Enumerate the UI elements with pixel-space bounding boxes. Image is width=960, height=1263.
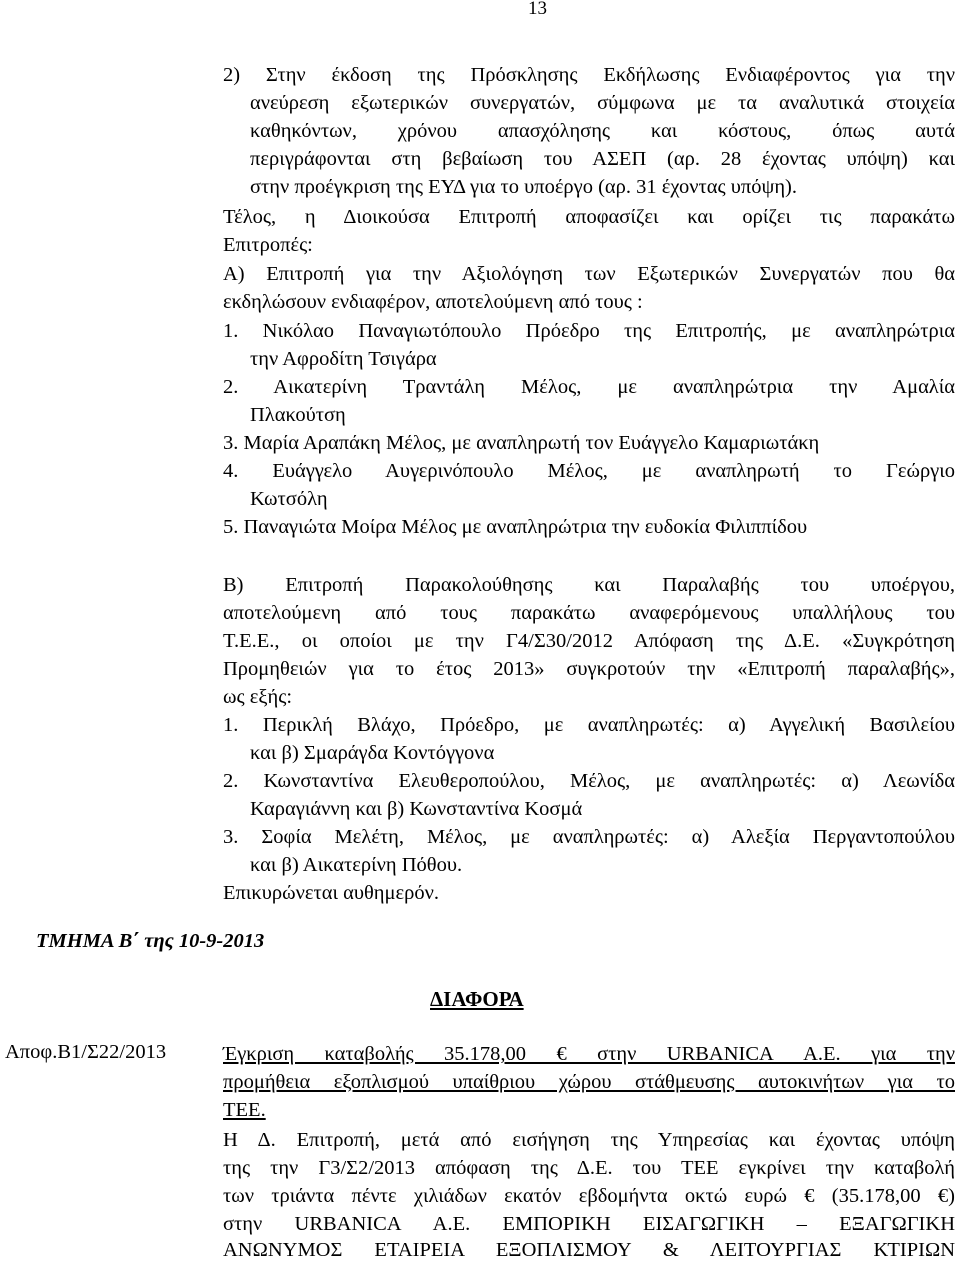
section-heading: ΤΜΗΜΑ Β΄ της 10-9-2013 bbox=[36, 930, 265, 952]
committee-b-heading: αποτελούμενη από τους παρακάτω αναφερόμενους υπαλλήλους του bbox=[223, 602, 955, 624]
paragraph-line: 2) Στην έκδοση της Πρόσκλησης Εκδήλωσης Ενδιαφέροντος για την bbox=[223, 64, 955, 86]
decision-body-line: ΑΝΩΝΥΜΟΣ ΕΤΑΙΡΕΙΑ ΕΞΟΠΛΙΣΜΟΥ & ΛΕΙΤΟΥΡΓΙΑΣ ΚΤΙΡΙΩΝ bbox=[223, 1239, 955, 1261]
committee-b-heading: Προμηθειών για το έτος 2013» συγκροτούν την «Επιτροπή παραλαβής», bbox=[223, 658, 955, 680]
decision-body-line: της την Γ3/Σ2/2013 απόφαση της Δ.Ε. του ΤΕΕ εγκρίνει την καταβολή bbox=[223, 1157, 955, 1179]
list-item: Πλακούτση bbox=[250, 404, 346, 426]
paragraph-line: Τέλος, η Διοικούσα Επιτροπή αποφασίζει και ορίζει τις παρακάτω bbox=[223, 206, 955, 228]
paragraph-line: Επιτροπές: bbox=[223, 234, 313, 256]
paragraph-line: ανεύρεση εξωτερικών συνεργατών, σύμφωνα με τα αναλυτικά στοιχεία bbox=[250, 92, 955, 114]
list-item: 2. Αικατερίνη Τραντάλη Μέλος, με αναπληρώτρια την Αμαλία bbox=[223, 376, 955, 398]
list-item: 3. Σοφία Μελέτη, Μέλος, με αναπληρωτές: α) Αλεξία Περγαντοπούλου bbox=[223, 826, 955, 848]
page-number: 13 bbox=[528, 0, 547, 19]
list-item: Κωτσόλη bbox=[250, 488, 328, 510]
paragraph-line: καθηκόντων, χρόνου απασχόλησης και κόστους, όπως αυτά bbox=[250, 120, 955, 142]
committee-b-heading: ως εξής: bbox=[223, 686, 293, 708]
list-item: 3. Μαρία Αραπάκη Μέλος, με αναπληρωτή τον Ευάγγελο Καμαριωτάκη bbox=[223, 432, 820, 454]
decision-number: Αποφ.Β1/Σ22/2013 bbox=[5, 1041, 167, 1063]
paragraph-line: περιγράφονται στη βεβαίωση του ΑΣΕΠ (αρ. 28 έχοντας υπόψη) και bbox=[250, 148, 955, 170]
list-item: 4. Ευάγγελο Αυγερινόπουλο Μέλος, με αναπληρωτή το Γεώργιο bbox=[223, 460, 955, 482]
committee-a-heading: εκδηλώσουν ενδιαφέρον, αποτελούμενη από τους : bbox=[223, 291, 643, 313]
list-item: την Αφροδίτη Τσιγάρα bbox=[250, 348, 437, 370]
decision-title-line: προμήθεια εξοπλισμού υπαίθριου χώρου στάθμευσης αυτοκινήτων για το bbox=[223, 1071, 955, 1093]
list-item: 5. Παναγιώτα Μοίρα Μέλος με αναπληρώτρια την ευδοκία Φιλιππίδου bbox=[223, 516, 808, 538]
list-item: Καραγιάννη και β) Κωνσταντίνα Κοσμά bbox=[250, 798, 583, 820]
ratification-line: Επικυρώνεται αυθημερόν. bbox=[223, 882, 439, 904]
committee-b-heading: Τ.Ε.Ε., οι οποίοι με την Γ4/Σ30/2012 Απόφαση της Δ.Ε. «Συγκρότηση bbox=[223, 630, 955, 652]
committee-a-heading: Α) Επιτροπή για την Αξιολόγηση των Εξωτερικών Συνεργατών που θα bbox=[223, 263, 955, 285]
decision-title-line: ΤΕΕ. bbox=[223, 1099, 266, 1121]
paragraph-line: στην προέγκριση της ΕΥΔ για το υποέργο (αρ. 31 έχοντας υπόψη). bbox=[250, 176, 798, 198]
decision-body-line: των τριάντα πέντε χιλιάδων εκατόν εβδομήντα οκτώ ευρώ € (35.178,00 €) bbox=[223, 1185, 955, 1207]
decision-body-line: στην URBANICA Α.Ε. ΕΜΠΟΡΙΚΗ ΕΙΣΑΓΩΓΙΚΗ – ΕΞΑΓΩΓΙΚΗ bbox=[223, 1213, 955, 1235]
committee-b-heading: Β) Επιτροπή Παρακολούθησης και Παραλαβής του υποέργου, bbox=[223, 574, 955, 596]
list-item: 1. Περικλή Βλάχο, Πρόεδρο, με αναπληρωτές: α) Αγγελική Βασιλείου bbox=[223, 714, 955, 736]
list-item: και β) Αικατερίνη Πόθου. bbox=[250, 854, 463, 876]
decision-title-line: Έγκριση καταβολής 35.178,00 € στην URBANICA Α.Ε. για την bbox=[223, 1043, 955, 1065]
diafora-heading: ΔΙΑΦΟΡΑ bbox=[430, 987, 524, 1011]
list-item: 2. Κωνσταντίνα Ελευθεροπούλου, Μέλος, με αναπληρωτές: α) Λεωνίδα bbox=[223, 770, 955, 792]
decision-body-line: Η Δ. Επιτροπή, μετά από εισήγηση της Υπηρεσίας και έχοντας υπόψη bbox=[223, 1129, 955, 1151]
list-item: 1. Νικόλαο Παναγιωτόπουλο Πρόεδρο της Επιτροπής, με αναπληρώτρια bbox=[223, 320, 955, 342]
list-item: και β) Σμαράγδα Κοντόγγονα bbox=[250, 742, 495, 764]
